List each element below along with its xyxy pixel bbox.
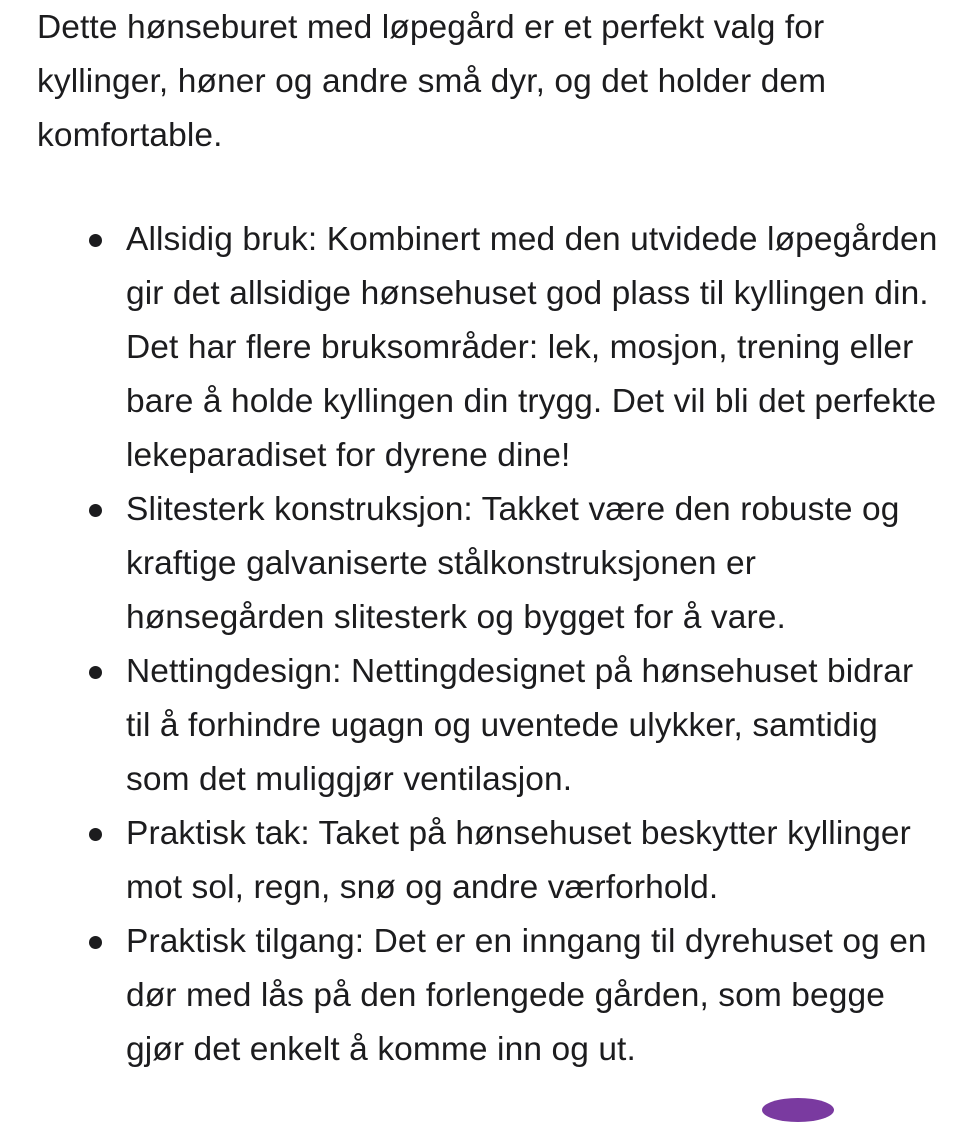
feature-text: Slitesterk konstruksjon: Takket være den robuste og kraftige galvaniserte stålkonstruksjonen er hønsegården slitesterk og bygget for å vare. [126, 491, 900, 636]
bullet-icon [89, 828, 102, 841]
feature-text: Allsidig bruk: Kombinert med den utvidede løpegården gir det allsidige hønsehuset god plass til kyllingen din. Det har flere bruksområder: lek, mosjon, trening eller bare å holde kyllingen din trygg. Det vil bli det perfekte lekeparadiset for dyrene dine! [126, 221, 938, 474]
product-description [37, 0, 942, 1077]
feature-item-slitesterk-konstruksjon [126, 483, 942, 645]
feature-item-praktisk-tilgang [126, 915, 942, 1077]
bullet-icon [89, 504, 102, 517]
bullet-icon [89, 666, 102, 679]
feature-text: Nettingdesign: Nettingdesignet på hønsehuset bidrar til å forhindre ugagn og uventede ulykker, samtidig som det muliggjør ventilasjon. [126, 653, 914, 798]
feature-text: Praktisk tilgang: Det er en inngang til dyrehuset og en dør med lås på den forlengede gården, som begge gjør det enkelt å komme inn og ut. [126, 923, 927, 1068]
feature-item-nettingdesign [126, 645, 942, 807]
feature-item-allsidig-bruk [126, 213, 942, 483]
bullet-icon [89, 936, 102, 949]
feature-item-praktisk-tak [126, 807, 942, 915]
floating-action-badge[interactable] [762, 1098, 834, 1122]
feature-list [37, 213, 942, 1077]
intro-paragraph: Dette hønseburet med løpegård er et perfekt valg for kyllinger, høner og andre små dyr, og det holder dem komfortable. [37, 9, 827, 154]
feature-text: Praktisk tak: Taket på hønsehuset beskytter kyllinger mot sol, regn, snø og andre værforhold. [126, 815, 911, 906]
bullet-icon [89, 234, 102, 247]
